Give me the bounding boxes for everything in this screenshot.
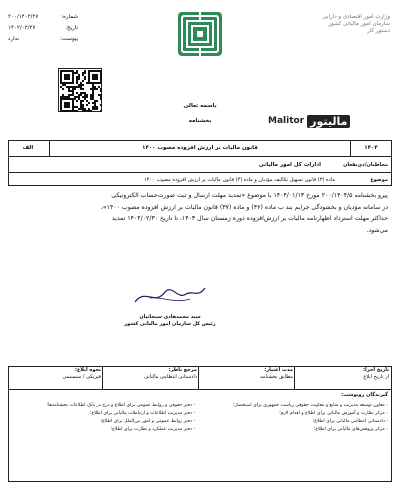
qr-module bbox=[100, 82, 102, 84]
qr-module bbox=[74, 88, 76, 90]
watermark-brand: Malitor bbox=[268, 116, 305, 126]
notification-value: فیزیکی / سیستمی bbox=[62, 373, 101, 380]
copies-left-list bbox=[13, 402, 195, 492]
address-label: مخاطبان/ذی‌نفعان bbox=[343, 162, 388, 168]
circular-code: ۱۴۰۴ bbox=[364, 145, 378, 151]
qr-module bbox=[68, 106, 70, 108]
circular-type: بخشنامه bbox=[188, 118, 212, 124]
copies-label: گیرندگان رونوشت: bbox=[341, 392, 388, 398]
body-text bbox=[14, 190, 388, 236]
document-meta bbox=[8, 14, 78, 47]
signer-name: سید محمدهادی سبحانیان bbox=[139, 314, 201, 320]
number-value: ۲۰۰/۱۴۰۲/۲۷ bbox=[8, 14, 39, 20]
qr-module bbox=[68, 78, 70, 80]
attachment-row bbox=[8, 36, 78, 47]
copies-section bbox=[9, 389, 391, 483]
supervisor-value: دادستانی انتظامی مالیاتی bbox=[144, 373, 197, 380]
supervisor-label: مرجع ناظر: bbox=[168, 367, 197, 373]
footer-col bbox=[105, 367, 197, 389]
subject-value: ماده (۳) قانون تسهیل تکالیف مؤدیان و ماده (۴) قانون مالیات بر ارزش افزوده مصوب ۱۴۰۰ bbox=[144, 177, 335, 183]
qr-module bbox=[84, 78, 86, 80]
copy-recipient: - مرکز پژوهش‌های مالیاتی برای اطلاع؛ bbox=[313, 427, 388, 432]
signer-position: رئیس کل سازمان امور مالیاتی کشور bbox=[124, 320, 216, 327]
ministry-line: وزارت امور اقتصادی و دارایی bbox=[322, 14, 390, 20]
attachment-value: ندارد bbox=[8, 36, 20, 42]
watermark-text: مالیتور bbox=[307, 115, 350, 128]
copy-recipient: - دفتر مدیریت عملکرد و نظارت برای اطلاع؛ bbox=[110, 427, 195, 432]
qr-module bbox=[82, 84, 84, 86]
qr-module bbox=[82, 80, 84, 82]
qr-module bbox=[96, 108, 98, 110]
body-line: پیرو بخشنامه ۲۰۰/۱۴۰۴/۵ مورخ ۱۴۰۴/۰۱/۱۳ با موضوع «تمدید مهلت ارسال و ثبت صورت‌حساب الکترونیکی bbox=[111, 192, 388, 199]
qr-module bbox=[100, 90, 102, 92]
qr-module bbox=[100, 110, 102, 112]
body-line: می‌شود. bbox=[366, 226, 388, 234]
copy-recipient: - دفتر روابط عمومی و امور بین‌الملل برای اطلاع؛ bbox=[100, 419, 195, 424]
footer-col bbox=[11, 367, 101, 389]
qr-module bbox=[76, 110, 78, 112]
ministry-line: سازمان امور مالیاتی کشور bbox=[328, 21, 390, 27]
qr-module bbox=[78, 78, 80, 80]
basmala: باسمه تعالی bbox=[183, 103, 217, 109]
signature-mark bbox=[130, 280, 210, 310]
execution-date-label: تاریخ اجرا: bbox=[363, 367, 389, 373]
number-label: شماره: bbox=[61, 14, 78, 20]
validity-label: مدت اعتبار: bbox=[264, 367, 293, 373]
copy-recipient: - مرکز نظارت و آموزش مالیاتی برای اطلاع و اقدام لازم؛ bbox=[279, 411, 388, 416]
qr-module bbox=[88, 102, 90, 104]
qr-code bbox=[58, 68, 102, 112]
qr-module bbox=[82, 100, 84, 102]
qr-module bbox=[100, 104, 102, 106]
qr-module bbox=[96, 88, 98, 90]
circular-title: قانون مالیات بر ارزش افزوده مصوب ۱۴۰۰ bbox=[142, 145, 258, 151]
footer-col bbox=[297, 367, 389, 389]
body-line: حداکثر مهلت استرداد اظهارنامه مالیات بر ارزش‌افزوده دوره زمستان سال ۱۴۰۳، تا تاریخ ۱۴۰۴/۰۲/۳۰ تمدید bbox=[111, 215, 388, 222]
date-row bbox=[8, 25, 78, 36]
execution-date-value: از تاریخ ابلاغ bbox=[363, 373, 389, 380]
qr-module bbox=[86, 104, 88, 106]
footer-box bbox=[8, 366, 392, 482]
subject-row bbox=[9, 172, 391, 187]
qr-module bbox=[76, 100, 78, 102]
copy-recipient: - دادستانی انتظامی مالیاتی برای اطلاع؛ bbox=[312, 419, 388, 424]
copy-recipient: - دفتر مدیریت اطلاعات و ارتباطات مالیاتی برای اطلاع؛ bbox=[90, 411, 195, 416]
header-table bbox=[8, 140, 392, 186]
address-value: ادارات کل امور مالیاتی bbox=[258, 162, 321, 168]
date-value: ۱۴۰۲/۰۲/۲۷ bbox=[8, 25, 36, 31]
copy-recipient: - معاون توسعه مدیریت و منابع و معاونت حقوقی ریاست جمهوری برای استحضار؛ bbox=[233, 403, 388, 408]
qr-module bbox=[96, 100, 98, 102]
body-line: در سامانه مؤدیان و بخشودگی جرایم بند ب ماده (۳۶) و ماده (۳۷) قانون مالیات بر ارزش افزوده مصوب ۱۴۰۰»، bbox=[100, 203, 388, 211]
address-row bbox=[9, 156, 391, 172]
attachment-label: پیوست: bbox=[60, 36, 78, 42]
qr-module bbox=[90, 110, 92, 112]
qr-module bbox=[96, 78, 98, 80]
qr-module bbox=[84, 72, 86, 74]
malitor-watermark bbox=[268, 112, 348, 130]
footer-info-row bbox=[9, 367, 391, 389]
notification-label: نحوه ابلاغ: bbox=[74, 367, 101, 373]
qr-module bbox=[82, 88, 84, 90]
qr-module bbox=[100, 98, 102, 100]
qr-module bbox=[72, 82, 74, 84]
subject-label: موضوع bbox=[370, 177, 388, 183]
footer-col bbox=[201, 367, 293, 389]
qr-module bbox=[62, 88, 64, 90]
emblem-logo bbox=[176, 10, 224, 58]
ministry-line: دستور کار bbox=[367, 28, 390, 34]
number-row bbox=[8, 14, 78, 25]
copies-right-list bbox=[203, 402, 388, 492]
copy-recipient: - دفتر حقوقی و روابط عمومی برای اطلاع و درج در بانک اطلاعات بخشنامه‌ها؛ bbox=[46, 403, 195, 408]
signature-block bbox=[110, 280, 230, 327]
ministry-header bbox=[280, 14, 390, 35]
qr-module bbox=[86, 96, 88, 98]
circular-series: الف bbox=[22, 145, 34, 151]
date-label: تاریخ: bbox=[65, 25, 78, 31]
validity-value: مطابق بخشنامه bbox=[260, 373, 293, 380]
title-row bbox=[9, 141, 391, 156]
